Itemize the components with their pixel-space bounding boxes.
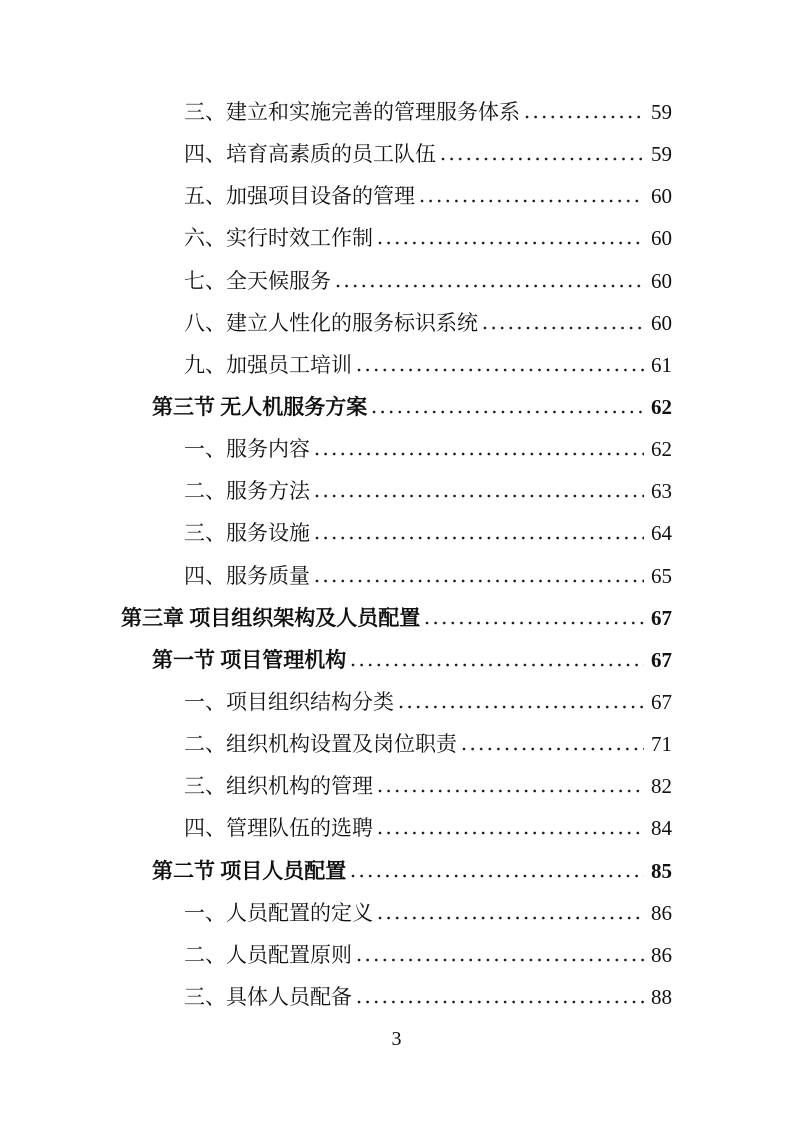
toc-entry <box>121 472 672 514</box>
toc-leader-dots <box>315 579 644 583</box>
toc-entry-page-number: 65 <box>651 563 672 588</box>
toc-leader-dots <box>315 494 644 498</box>
toc-entry-page-number: 61 <box>651 352 672 377</box>
toc-leader-dots <box>336 284 644 288</box>
toc-entry-label: 九、加强员工培训 <box>184 352 352 377</box>
toc-entry <box>121 809 672 851</box>
toc-entry-label: 八、建立人性化的服务标识系统 <box>184 310 478 335</box>
toc-leader-dots <box>441 157 644 161</box>
toc-entry-page-number: 60 <box>651 310 672 335</box>
table-of-contents <box>121 93 672 1020</box>
toc-leader-dots <box>378 831 644 835</box>
toc-entry-label: 二、组织机构设置及岗位职责 <box>184 732 457 757</box>
toc-entry <box>121 767 672 809</box>
toc-entry-label: 一、人员配置的定义 <box>184 900 373 925</box>
toc-entry <box>121 936 672 978</box>
toc-entry-page-number: 60 <box>651 184 672 209</box>
toc-entry-label: 一、项目组织结构分类 <box>184 689 394 714</box>
toc-entry-label: 七、全天候服务 <box>184 268 331 293</box>
toc-entry-page-number: 67 <box>651 647 672 672</box>
toc-entry <box>121 262 672 304</box>
footer-page-number: 3 <box>391 1028 402 1050</box>
toc-entry <box>121 135 672 177</box>
toc-entry-page-number: 67 <box>651 689 672 714</box>
toc-entry-page-number: 82 <box>651 774 672 799</box>
toc-leader-dots <box>378 789 644 793</box>
toc-leader-dots <box>425 621 644 625</box>
toc-entry-page-number: 85 <box>651 858 672 883</box>
toc-entry <box>121 93 672 135</box>
toc-leader-dots <box>357 958 644 962</box>
toc-leader-dots <box>315 536 644 540</box>
toc-entry-page-number: 64 <box>651 521 672 546</box>
toc-leader-dots <box>483 326 644 330</box>
toc-entry-page-number: 86 <box>651 942 672 967</box>
toc-entry <box>121 346 672 388</box>
toc-leader-dots <box>462 747 644 751</box>
toc-entry <box>121 641 672 683</box>
toc-entry-page-number: 62 <box>651 394 672 419</box>
toc-leader-dots <box>420 199 644 203</box>
toc-entry <box>121 978 672 1020</box>
toc-entry-page-number: 88 <box>651 984 672 1009</box>
toc-entry-page-number: 86 <box>651 900 672 925</box>
toc-leader-dots <box>351 663 644 667</box>
toc-entry-page-number: 62 <box>651 437 672 462</box>
toc-entry-label: 第二节 项目人员配置 <box>152 858 347 883</box>
toc-entry-label: 第三节 无人机服务方案 <box>152 394 368 419</box>
toc-entry <box>121 683 672 725</box>
toc-entry <box>121 894 672 936</box>
toc-entry <box>121 430 672 472</box>
toc-entry-label: 二、服务方法 <box>184 479 310 504</box>
toc-entry-page-number: 60 <box>651 268 672 293</box>
toc-entry-label: 三、服务设施 <box>184 521 310 546</box>
toc-entry <box>121 557 672 599</box>
toc-entry <box>121 514 672 556</box>
toc-entry-label: 四、培育高素质的员工队伍 <box>184 142 436 167</box>
toc-entry-label: 四、管理队伍的选聘 <box>184 816 373 841</box>
toc-entry <box>121 599 672 641</box>
toc-entry-page-number: 60 <box>651 226 672 251</box>
toc-entry <box>121 177 672 219</box>
toc-entry-page-number: 71 <box>651 732 672 757</box>
toc-leader-dots <box>351 874 644 878</box>
toc-entry-label: 四、服务质量 <box>184 563 310 588</box>
toc-entry <box>121 388 672 430</box>
toc-leader-dots <box>357 368 644 372</box>
toc-entry <box>121 304 672 346</box>
page-footer <box>0 1028 793 1051</box>
toc-entry-page-number: 59 <box>651 142 672 167</box>
toc-entry-page-number: 84 <box>651 816 672 841</box>
toc-entry-page-number: 63 <box>651 479 672 504</box>
toc-entry <box>121 725 672 767</box>
toc-entry-label: 二、人员配置原则 <box>184 942 352 967</box>
toc-entry-label: 一、服务内容 <box>184 437 310 462</box>
toc-entry <box>121 219 672 261</box>
toc-leader-dots <box>357 1000 644 1004</box>
toc-entry-label: 三、建立和实施完善的管理服务体系 <box>184 100 520 124</box>
toc-entry-label: 第三章 项目组织架构及人员配置 <box>121 605 421 630</box>
toc-entry-label: 六、实行时效工作制 <box>184 226 373 251</box>
toc-leader-dots <box>378 916 644 920</box>
toc-entry-label: 三、具体人员配备 <box>184 984 352 1009</box>
toc-leader-dots <box>525 115 644 119</box>
toc-leader-dots <box>372 410 644 414</box>
toc-entry-page-number: 67 <box>651 605 672 630</box>
toc-leader-dots <box>378 241 644 245</box>
toc-entry <box>121 852 672 894</box>
toc-entry-page-number: 59 <box>651 100 672 124</box>
toc-entry-label: 第一节 项目管理机构 <box>152 647 347 672</box>
toc-entry-label: 三、组织机构的管理 <box>184 774 373 799</box>
toc-leader-dots <box>315 452 644 456</box>
toc-entry-label: 五、加强项目设备的管理 <box>184 184 415 209</box>
toc-leader-dots <box>399 705 644 709</box>
